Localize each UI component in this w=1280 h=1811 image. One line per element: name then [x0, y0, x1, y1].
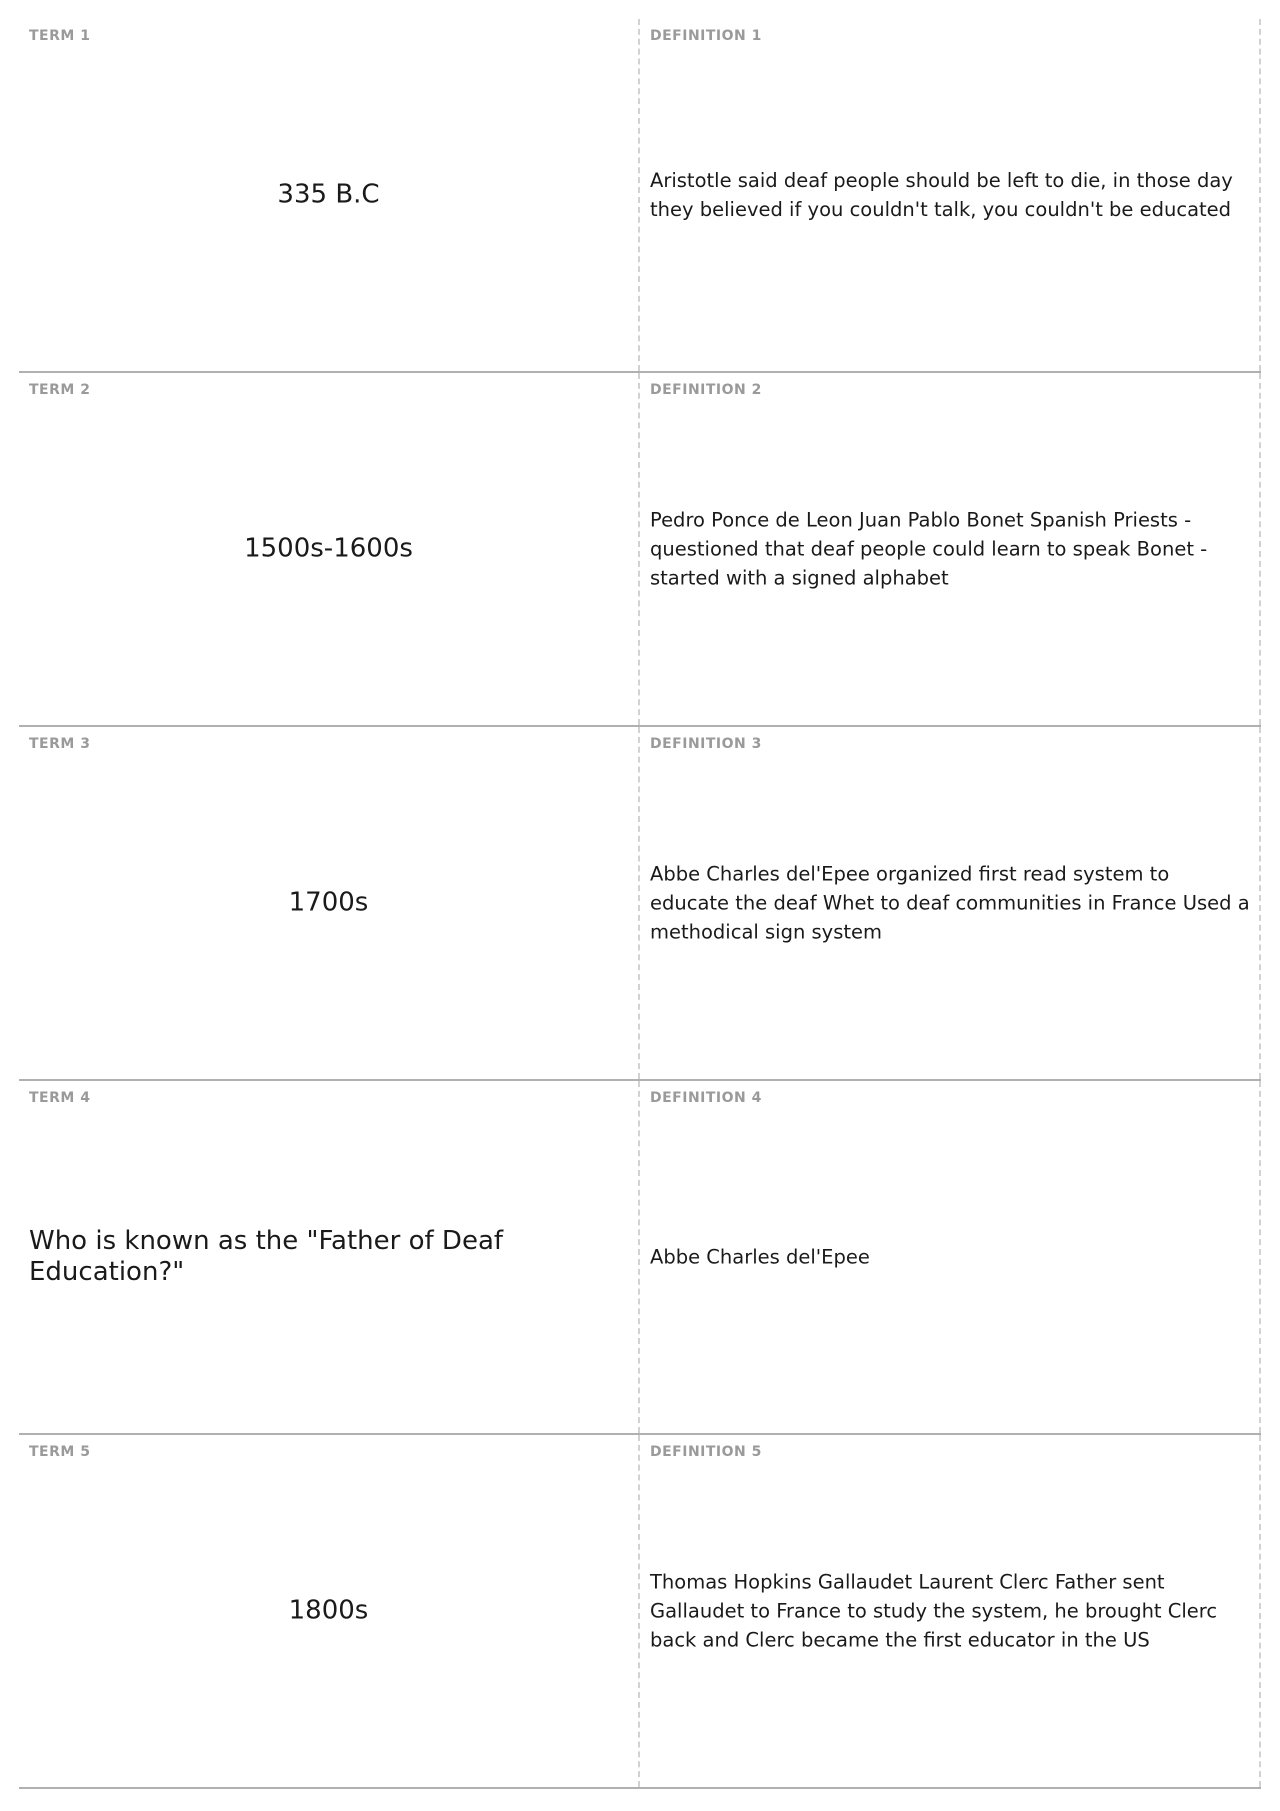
term-label: TERM 4	[29, 1090, 91, 1106]
flashcard-row	[19, 373, 1261, 727]
flashcard-row	[19, 1435, 1261, 1789]
term-text: 335 B.C	[277, 179, 380, 210]
definition-cell	[640, 727, 1261, 1079]
term-cell	[19, 373, 640, 725]
flashcard-row	[19, 727, 1261, 1081]
definition-text: Abbe Charles del'Epee	[650, 1245, 870, 1269]
definition-cell	[640, 19, 1261, 371]
definition-text: Abbe Charles del'Epee organized first read system to educate the deaf Whet to deaf communities in France Used a methodical sign system	[650, 862, 1250, 944]
flashcard-row	[19, 19, 1261, 373]
term-cell	[19, 19, 640, 371]
definition-cell	[640, 1081, 1261, 1433]
definition-label: DEFINITION 4	[650, 1090, 762, 1106]
term-label: TERM 5	[29, 1444, 91, 1460]
term-text: 1500s-1600s	[244, 533, 413, 564]
definition-text: Aristotle said deaf people should be left to die, in those day they believed if you couldn't talk, you couldn't be educated	[650, 169, 1233, 221]
definition-text: Thomas Hopkins Gallaudet Laurent Clerc Father sent Gallaudet to France to study the system, he brought Clerc back and Clerc became the first educator in the US	[650, 1570, 1218, 1652]
term-cell	[19, 727, 640, 1079]
term-label: TERM 2	[29, 382, 91, 398]
term-cell	[19, 1081, 640, 1433]
flashcard-row	[19, 1081, 1261, 1435]
term-label: TERM 3	[29, 736, 91, 752]
term-cell	[19, 1435, 640, 1787]
term-label: TERM 1	[29, 28, 91, 44]
term-text: 1700s	[288, 887, 369, 918]
definition-cell	[640, 1435, 1261, 1787]
definition-label: DEFINITION 3	[650, 736, 762, 752]
definition-label: DEFINITION 2	[650, 382, 762, 398]
definition-label: DEFINITION 1	[650, 28, 762, 44]
flashcard-sheet	[19, 19, 1261, 1789]
definition-cell	[640, 373, 1261, 725]
definition-label: DEFINITION 5	[650, 1444, 762, 1460]
term-text: Who is known as the "Father of Deaf Education?"	[29, 1226, 504, 1287]
definition-text: Pedro Ponce de Leon Juan Pablo Bonet Spanish Priests - questioned that deaf people could learn to speak Bonet - started with a signed alphabet	[650, 508, 1208, 590]
term-text: 1800s	[288, 1595, 369, 1626]
